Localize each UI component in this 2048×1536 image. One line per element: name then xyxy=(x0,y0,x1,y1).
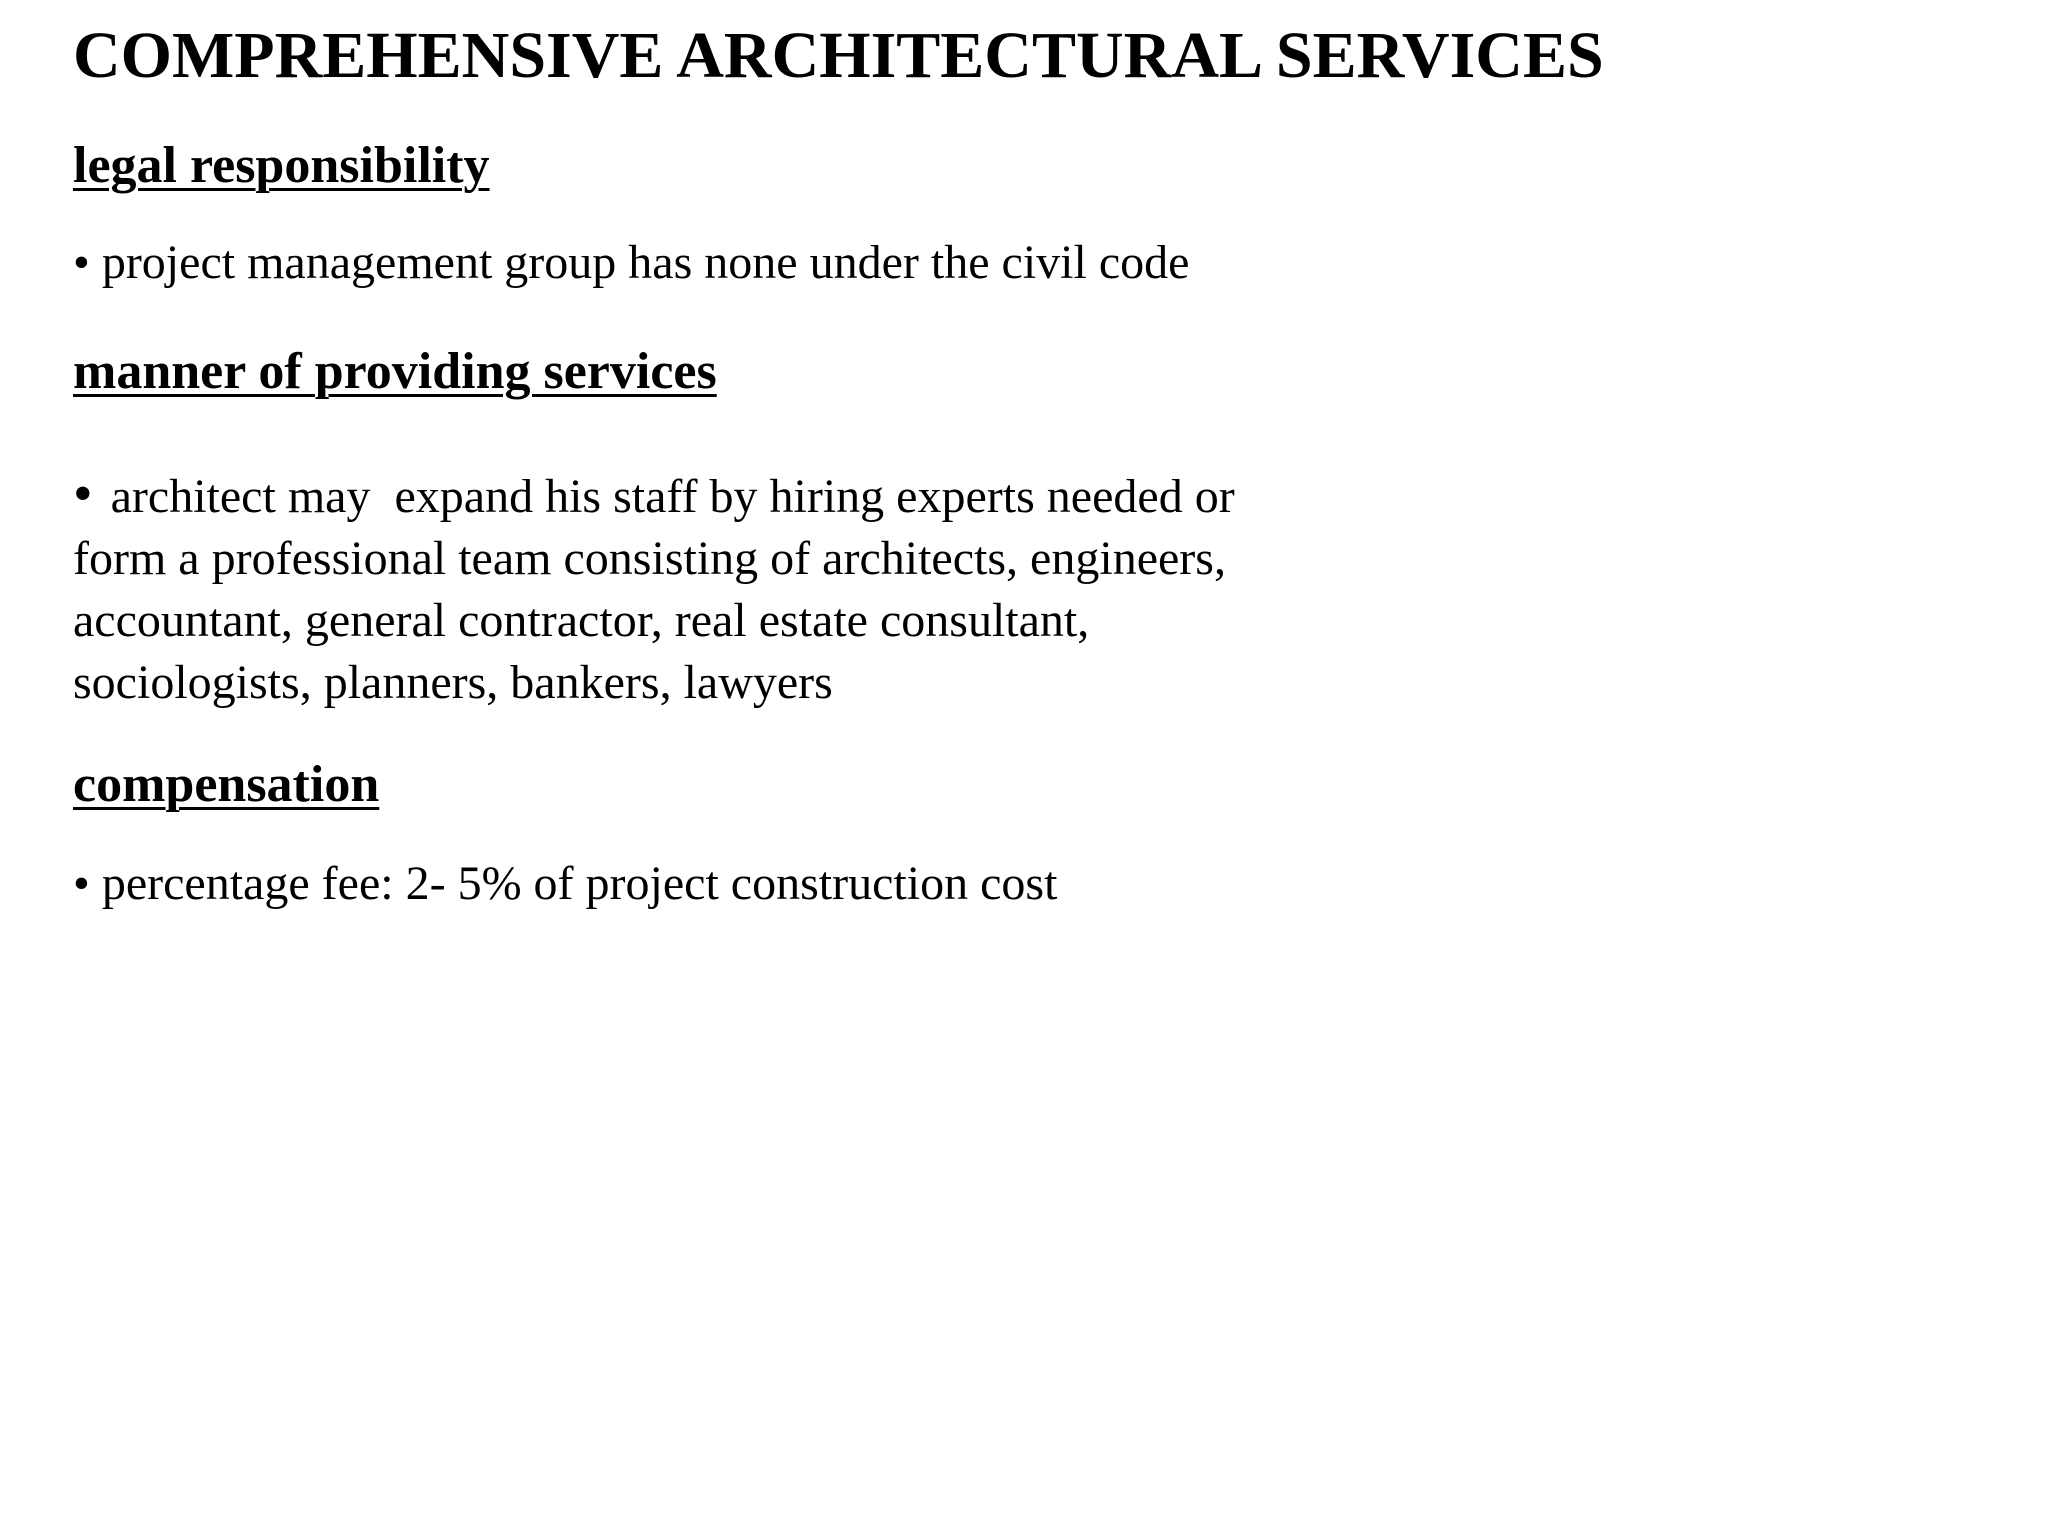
slide-title: COMPREHENSIVE ARCHITECTURAL SERVICES xyxy=(73,19,1604,92)
bullet-text: percentage fee: 2- 5% of project construction cost xyxy=(101,857,1058,910)
bullet-legal-responsibility xyxy=(73,234,1189,292)
bullet-icon: • xyxy=(73,857,90,910)
bullet-compensation xyxy=(73,855,1057,913)
heading-legal-responsibility: legal responsibility xyxy=(73,137,490,194)
paragraph-line: • architect may expand his staff by hiring experts needed or xyxy=(73,463,1235,525)
bullet-icon: • xyxy=(73,463,93,525)
bullet-text: project management group has none under the civil code xyxy=(101,236,1190,289)
bullet-icon: • xyxy=(73,236,90,289)
heading-manner-of-providing-services: manner of providing services xyxy=(73,343,717,400)
paragraph-line: sociologists, planners, bankers, lawyers xyxy=(73,656,833,709)
paragraph-manner-of-providing-services xyxy=(73,463,1473,714)
paragraph-line: accountant, general contractor, real estate consultant, xyxy=(73,594,1090,647)
paragraph-line: form a professional team consisting of architects, engineers, xyxy=(73,532,1226,585)
heading-compensation: compensation xyxy=(73,756,380,813)
